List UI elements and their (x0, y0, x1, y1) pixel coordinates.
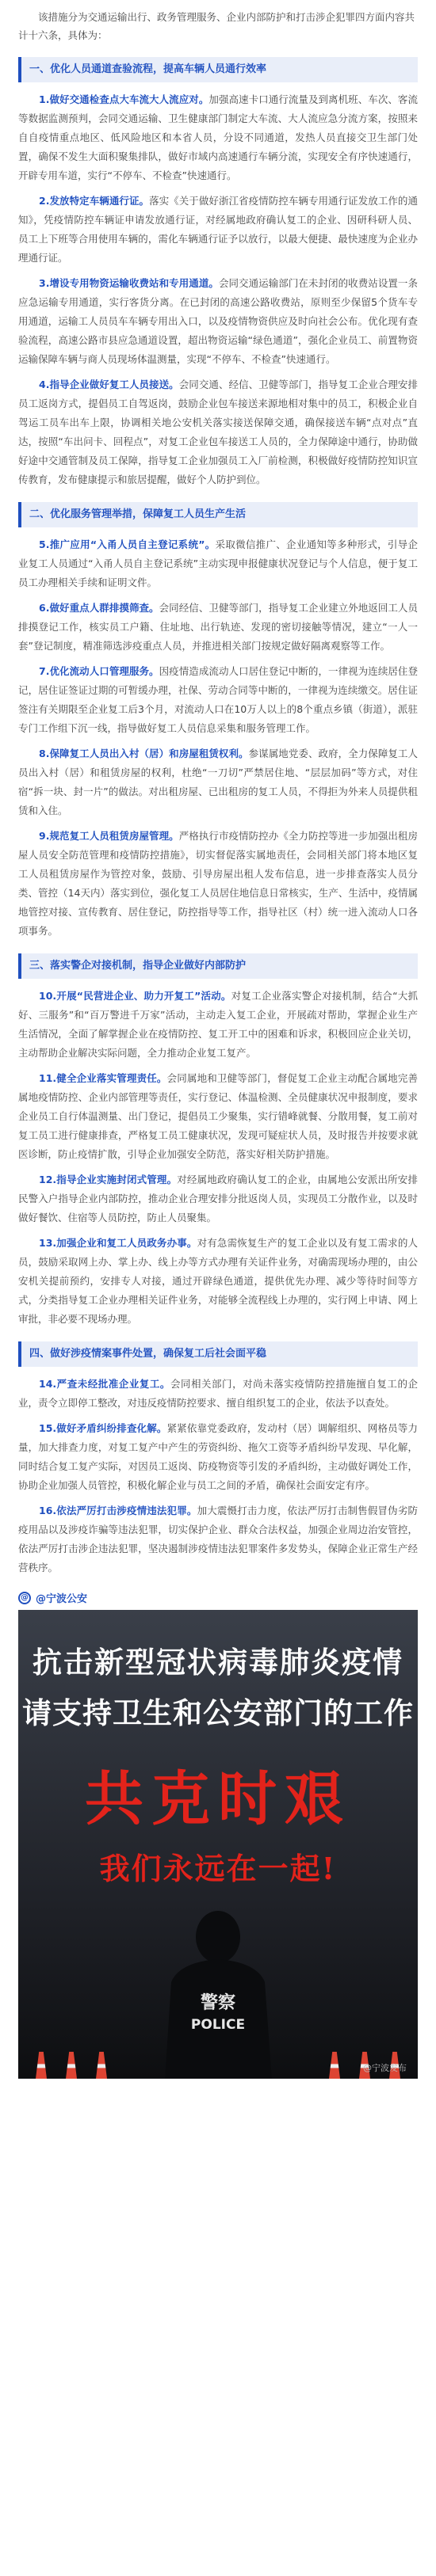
traffic-cone-icon (36, 2052, 47, 2079)
item-paragraph (18, 1375, 418, 1413)
item-text: 因疫情造成流动人口居住登记中断的，一律视为连续居住登记，居住证签证过期的可暂缓办理，社保、劳动合同等中断的，一律视为连续缴交。居住证签注有关期限至企业复工后3个月，对流动人口在10万人以上的8个重点乡镇（街道），派驻专门工作组下沉一线，指导做好复工人员信息采集和服务管理工作。 (18, 665, 418, 734)
police-officer-illustration (149, 1907, 288, 2079)
item-paragraph (18, 1234, 418, 1329)
account-label (18, 1590, 418, 1605)
item-lead: 1.做好交通检查点大车流大人流应对。 (39, 93, 209, 105)
item-text: 会同经信、卫健等部门，指导复工企业建立外地返回工人员排摸登记工作，核实员工户籍、住址地、出行轨迹、发现的密切接触等情况，建立“一人一套”登记制度，精准筛选涉疫重点人员，并推进相关部门按规定做好隔离观察等工作。 (18, 602, 418, 652)
item-paragraph (18, 599, 418, 656)
article (0, 8, 436, 2110)
item-text: 对经属地政府确认复工的企业，由属地公安派出所安排民警入户指导企业内部防控，推动企业合理安排分批返岗人员，实现员工分散作业，以及时做好餐饮、住宿等人员防控，防止人员聚集。 (18, 1174, 418, 1223)
poster-headline-2: 请支持卫生和公安部门的工作 (22, 1695, 414, 1730)
item-lead: 5.推广应用“入甬人员自主登记系统”。 (39, 538, 216, 550)
item-text: 参谋属地党委、政府，全力保障复工人员出入村（居）和租赁房屋的权利，杜绝“一刀切”严禁居住地、“层层加码”等方式，对住宿“拆一块、封一片”的做法。对出租房屋、已出租房的复工人员，不得拒为外来人员提供租赁和入住。 (18, 748, 418, 816)
item-lead: 12.指导企业实施封闭式管理。 (39, 1174, 178, 1185)
item-text: 会同属地和卫健等部门，督促复工企业主动配合属地完善属地疫情防控、企业内部管理等责任，实行登记、体温检测、全员健康状况申报制度，要求企业员工自行体温测量、出门登记，提倡员工少聚集，实行错峰就餐、分散用餐，复工前对复工员工进行健康排查，严格复工员工健康状况，发现可疑症状人员，及时报告并按要求就医诊断，防止疫情扩散，引导企业加强安全防范，落实好相关防护措施。 (18, 1072, 418, 1160)
item-lead: 6.做好重点人群排摸筛查。 (39, 602, 159, 614)
campaign-poster (18, 1610, 418, 2079)
item-paragraph (18, 274, 418, 369)
item-text: 会同交通运输部门在未封闭的收费站设置一条应急运输专用通道，实行客货分离。在已封闭的高速公路收费站，原则至少保留5个货车专用通道，运输工人员员车车辆专用出入口，以及疫情物资供应及时向社会公布。优化现有查验流程，高速公路市县应急通道设置，超出物资运输“绿色通道”，强化企业员工、前置物资运输保障车辆与商人员现场体温测量，实现“不停车、不检查”快速通行。 (18, 277, 418, 365)
item-text: 会同相关部门，对尚未落实疫情防控措施擅自复工的企业，责令立即停工整改，对违反疫情防控要求、擅自组织复工的企业，依法予以查处。 (18, 1378, 418, 1409)
item-paragraph (18, 1069, 418, 1164)
item-paragraph (18, 535, 418, 592)
section-1 (18, 57, 418, 489)
item-lead: 2.发放特定车辆通行证。 (39, 195, 150, 207)
section-title: 一、优化人员通道查验流程，提高车辆人员通行效率 (18, 57, 418, 82)
item-paragraph (18, 375, 418, 489)
item-lead: 11.健全企业落实管理责任。 (39, 1072, 167, 1084)
traffic-cone-icon (96, 2052, 107, 2079)
item-text: 会同交通、经信、卫健等部门，指导复工企业合理安排员工返岗方式，提倡员工自驾返岗，鼓励企业包车接送来源地相对集中的员工，积极企业自驾运工员车出车上限，协调相关地公安机关落实接送保障交通，确保接送车辆“点对点”直达，按照“车出问卡、回程点”，对复工企业包车接送工人员的，全力保障途中通行，协助做好途中交通管制及员工保障，指导复工企业加强员工入厂前检测，积极做好疫情防控知识宣传教育，发布健康提示和旅居提醒，做好个人防护到位。 (18, 379, 418, 485)
traffic-cone-icon (329, 2052, 340, 2079)
item-paragraph (18, 1170, 418, 1227)
item-lead: 9.规范复工人员租赁房屋管理。 (39, 830, 179, 842)
poster-headline-1: 抗击新型冠状病毒肺炎疫情 (33, 1645, 403, 1680)
section-title: 二、优化服务管理举措，保障复工人员生产生活 (18, 502, 418, 527)
item-text: 采取微信推广、企业通知等多种形式，引导企业复工人员通过“入甬人员自主登记系统”主动实现申报健康状况登记与个人信息，便于复工员工办理相关手续和证明文件。 (18, 538, 418, 588)
police-badge-label: 警察 (200, 1993, 236, 2013)
item-lead: 3.增设专用物资运输收费站和专用通道。 (39, 277, 219, 289)
item-paragraph (18, 90, 418, 185)
item-lead: 14.严查未经批准企业复工。 (39, 1378, 170, 1390)
item-lead: 13.加强企业和复工人员政务办事。 (39, 1237, 197, 1249)
item-paragraph (18, 1419, 418, 1495)
item-text: 加大震慑打击力度，依法严厉打击制售假冒伪劣防疫用品以及涉疫诈骗等违法犯罪，切实保护企业、群众合法权益，加强企业周边治安管控，依法严厉打击涉企违法犯罪，坚决遏制涉疫情违法犯罪案件多发势头，保障企业正常生产经营秩序。 (18, 1505, 418, 1573)
section-2 (18, 502, 418, 941)
item-paragraph (18, 827, 418, 941)
item-paragraph (18, 662, 418, 738)
item-text: 紧紧依靠党委政府，发动村（居）调解组织、网格员等力量，加大排查力度，对复工复产中产生的劳资纠纷、拖欠工资等矛盾纠纷早发现、早化解，同时结合复工复产实际，对因员工返岗、防疫物资等引发的矛盾纠纷，主动做好调处工作，协助企业加强人员管控，积极化解企业与员工之间的矛盾，确保社会面安定有序。 (18, 1422, 418, 1491)
item-lead: 16.依法严厉打击涉疫情违法犯罪。 (39, 1505, 197, 1516)
police-badge-label-en: POLICE (190, 2017, 246, 2033)
item-text: 加强高速卡口通行流量及到离机班、车次、客流等数据监测预判，会同交通运输、卫生健康部门制定大车流、大人流应急分流方案，按照来自自疫情重点地区、低风险地区和本省人员，分设不同通道，发热人员直接交卫生部门处置，确保不发生大面积聚集排队，做好市域内高速通行车辆分流，实现安全有序快速通行，开辟专用车道，实行“不停车、不检查”快速通行。 (18, 93, 418, 181)
item-text: 落实《关于做好浙江省疫情防控车辆专用通行证发放工作的通知》，凭疫情防控车辆证申请发放通行证，对经属地政府确认复工的企业、因研科研人员、员工上下班等合用使用车辆的，需化车辆通行证予以放行，以最大便捷、最快速度为企业办理通行证。 (18, 195, 418, 264)
traffic-cone-icon (66, 2052, 77, 2079)
account-name: @宁波公安 (36, 1593, 88, 1605)
at-icon: @ (18, 1592, 31, 1604)
section-title: 三、落实警企对接机制，指导企业做好内部防护 (18, 953, 418, 979)
item-paragraph (18, 1501, 418, 1577)
poster-slogan: 共克时艰 (85, 1765, 351, 1833)
bottom-spacer (18, 2079, 418, 2110)
section-4 (18, 1341, 418, 1577)
item-lead: 4.指导企业做好复工人员接送。 (39, 379, 179, 390)
item-paragraph (18, 192, 418, 268)
item-paragraph (18, 744, 418, 820)
section-3 (18, 953, 418, 1329)
item-lead: 8.保障复工人员出入村（居）和房屋租赁权利。 (39, 748, 249, 759)
item-text: 对复工企业落实警企对接机制，结合“大抓好、三服务”和“百万警进千万家”活动，主动走入复工企业，开展疏对帮助，掌握企业生产生活情况，全面了解掌握企业在疫情防控、复工开工中的困难和诉求，积极回应企业关切，主动帮助企业解决实际问题，全力推动企业复工复产。 (18, 990, 418, 1059)
poster-watermark: @宁波发布 (363, 2063, 407, 2073)
item-text: 对有急需恢复生产的复工企业以及有复工需求的人员，鼓励采取网上办、掌上办、线上办等方式办理有关证件业务，对确需现场办理的，由公安机关提前预约，安排专人对接，通过开辟绿色通道，提供优先办理、减少等待时间等方式，分类指导复工企业办理相关证件业务，对能够全流程线上办理的，实行网上申请、网上审批，非必要不现场办理。 (18, 1237, 418, 1325)
item-lead: 7.优化流动人口管理服务。 (39, 665, 159, 677)
item-lead: 15.做好矛盾纠纷排查化解。 (39, 1422, 167, 1434)
poster-subslogan: 我们永远在一起! (99, 1851, 337, 1886)
item-paragraph (18, 987, 418, 1063)
item-text: 严格执行市疫情防控办《全力防控等进一步加强出租房屋人员安全防范管理和疫情防控措施》，切实督促落实属地责任，会同相关部门将本地区复工人员租赁房屋作为管控对象，鼓励、引导房屋出租人发布信息，进一步排查落实人员分类、管控（14天内）落实到位，强化复工人员居住地信息日常核实，生产、生活中，疫情属地管控对接、宣传教育、居住登记，防控指导等工作，指导社区（村）统一进入流动人口各项事务。 (18, 830, 418, 937)
section-title: 四、做好涉疫情案事件处置，确保复工后社会面平稳 (18, 1341, 418, 1367)
intro-text: 该措施分为交通运输出行、政务管理服务、企业内部防护和打击涉企犯罪四方面内容共计十六条，具体为： (18, 11, 415, 41)
item-lead: 10.开展“民营进企业、助力开复工”活动。 (39, 990, 231, 1002)
